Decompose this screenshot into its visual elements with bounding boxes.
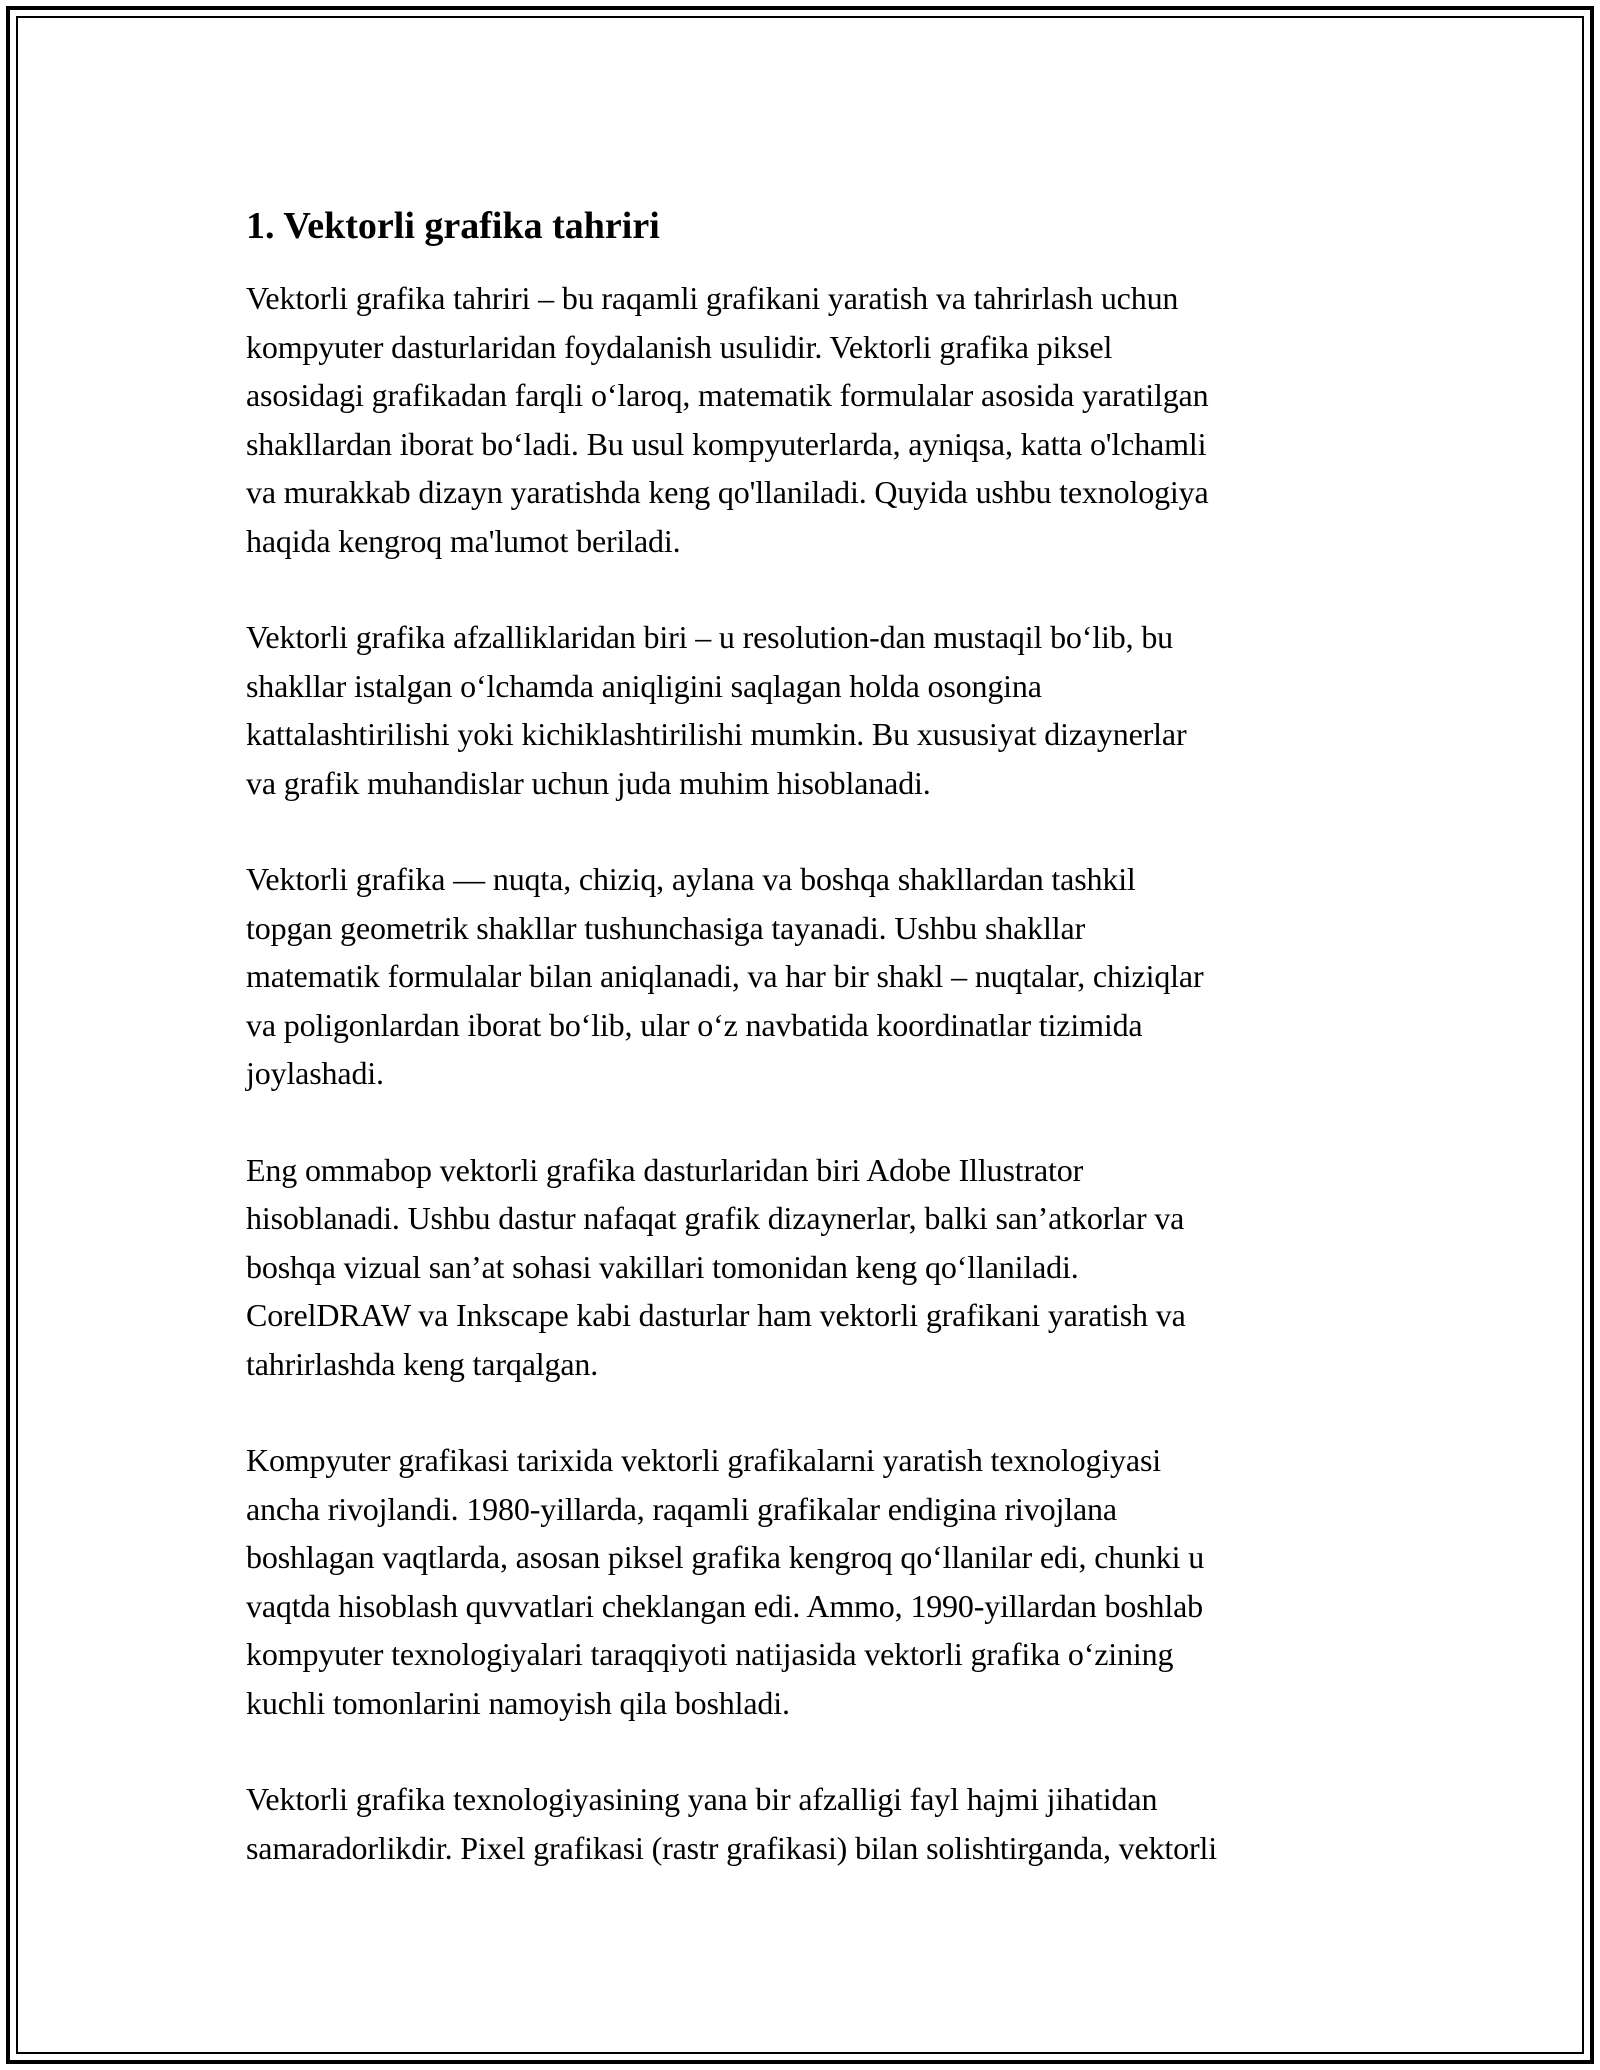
- text-line: va murakkab dizayn yaratishda keng qo'llaniladi. Quyida ushbu texnologiya: [246, 474, 1209, 510]
- text-line: CorelDRAW va Inkscape kabi dasturlar ham vektorli grafikani yaratish va: [246, 1297, 1186, 1333]
- document-body: [246, 200, 1396, 1872]
- text-line: Vektorli grafika — nuqta, chiziq, aylana va boshqa shakllardan tashkil: [246, 861, 1136, 897]
- text-line: boshqa vizual san’at sohasi vakillari tomonidan keng qo‘llaniladi.: [246, 1248, 1079, 1285]
- text-line: samaradorlikdir. Pixel grafikasi (rastr grafikasi) bilan solishtirganda, vektorli: [246, 1829, 1218, 1866]
- text-line: boshlagan vaqtlarda, asosan piksel grafika kengroq qo‘llanilar edi, chunki u: [246, 1539, 1205, 1575]
- section-heading: 1. Vektorli grafika tahriri: [246, 205, 660, 247]
- text-line: vaqtda hisoblash quvvatlari cheklangan edi. Ammo, 1990-yillardan boshlab: [246, 1587, 1203, 1624]
- paragraph-1: [246, 274, 1396, 565]
- paragraph-2: [246, 613, 1396, 807]
- paragraph-4: [246, 1146, 1396, 1389]
- text-line: shakllardan iborat bo‘ladi. Bu usul kompyuterlarda, ayniqsa, katta o'lchamli: [246, 425, 1207, 462]
- text-line: va poligonlardan iborat bo‘lib, ular o‘z navbatida koordinatlar tizimida: [246, 1006, 1143, 1043]
- text-line: va grafik muhandislar uchun juda muhim hisoblanadi.: [246, 764, 931, 801]
- paragraph-3: [246, 855, 1396, 1098]
- paragraph-5: [246, 1436, 1396, 1727]
- text-line: kuchli tomonlarini namoyish qila boshladi.: [246, 1684, 790, 1721]
- text-line: shakllar istalgan o‘lchamda aniqligini saqlagan holda osongina: [246, 667, 1042, 704]
- text-line: haqida kengroq ma'lumot beriladi.: [246, 522, 681, 559]
- text-line: tahrirlashda keng tarqalgan.: [246, 1345, 599, 1382]
- text-line: ancha rivojlandi. 1980-yillarda, raqamli grafikalar endigina rivojlana: [246, 1490, 1117, 1527]
- text-line: matematik formulalar bilan aniqlanadi, va har bir shakl – nuqtalar, chiziqlar: [246, 958, 1204, 994]
- text-line: Kompyuter grafikasi tarixida vektorli grafikalarni yaratish texnologiyasi: [246, 1442, 1161, 1478]
- text-line: Vektorli grafika texnologiyasining yana bir afzalligi fayl hajmi jihatidan: [246, 1781, 1158, 1817]
- text-line: asosidagi grafikadan farqli o‘laroq, matematik formulalar asosida yaratilgan: [246, 377, 1209, 413]
- text-line: Vektorli grafika tahriri – bu raqamli grafikani yaratish va tahrirlash uchun: [246, 280, 1179, 316]
- text-line: hisoblanadi. Ushbu dastur nafaqat grafik dizaynerlar, balki san’atkorlar va: [246, 1200, 1185, 1236]
- text-line: kattalashtirilishi yoki kichiklashtirilishi mumkin. Bu xususiyat dizaynerlar: [246, 716, 1187, 752]
- paragraph-6: [246, 1775, 1396, 1872]
- page-border: [6, 6, 1594, 2064]
- text-line: joylashadi.: [246, 1055, 384, 1091]
- text-line: Vektorli grafika afzalliklaridan biri – u resolution-dan mustaqil bo‘lib, bu: [246, 619, 1174, 655]
- text-line: kompyuter texnologiyalari taraqqiyoti natijasida vektorli grafika o‘zining: [246, 1636, 1174, 1672]
- paragraph-list: [246, 274, 1396, 1872]
- text-line: kompyuter dasturlaridan foydalanish usulidir. Vektorli grafika piksel: [246, 328, 1113, 365]
- text-line: Eng ommabop vektorli grafika dasturlaridan biri Adobe Illustrator: [246, 1151, 1084, 1188]
- text-line: topgan geometrik shakllar tushunchasiga tayanadi. Ushbu shakllar: [246, 909, 1086, 946]
